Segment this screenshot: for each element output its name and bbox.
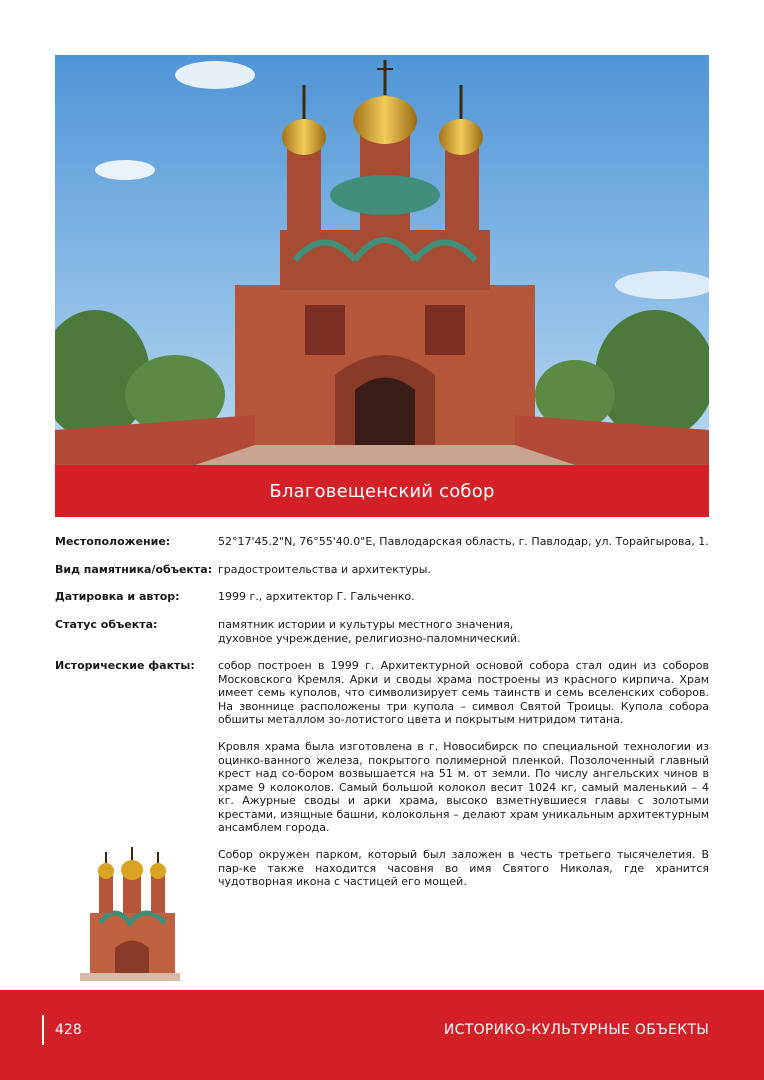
history-paragraph: Собор окружен парком, который был заложен в честь третьего тысячелетия. В пар-ке также находится часовня во имя Святого Николая, где хранится чудотворная икона с частицей его мощей.	[218, 848, 709, 888]
fact-row-status	[55, 618, 709, 645]
history-paragraph: Кровля храма была изготовлена в г. Новосибирск по специальной технологии из оцинко-ванного железа, покрытого полимерной пленкой. Позолоченный главный крест над со-бором возвышается на 51 м. от земли. По числу ангельских чинов в храме 9 колоколов. Самый большой колокол весит 1024 кг, самый маленький – 4 кг. Ажурные своды и арки храма, высоко взметнувшиеся главы с золотыми крестами, изящные башни, колокольня – делают храм уникальным архитектурным ансамблем города.	[218, 740, 709, 834]
fact-label: Местоположение:	[55, 535, 171, 548]
status-line: духовное учреждение, религиозно-паломнический.	[218, 631, 521, 645]
fact-value: 52°17'45.2"N, 76°55'40.0"E, Павлодарская область, г. Павлодар, ул. Торайгырова, 1.	[218, 535, 709, 548]
fact-value: градостроительства и архитектуры.	[218, 563, 431, 576]
page-title: Благовещенский собор	[269, 480, 495, 502]
fact-label: Датировка и автор:	[55, 590, 180, 603]
fact-row-location	[55, 535, 709, 549]
title-band	[55, 465, 709, 517]
fact-row-type	[55, 563, 709, 577]
page-number: 428	[55, 1022, 82, 1038]
fact-value: 1999 г., архитектор Г. Гальченко.	[218, 590, 415, 603]
fact-row-dating	[55, 590, 709, 604]
section-title: ИСТОРИКО-КУЛЬТУРНЫЕ ОБЪЕКТЫ	[443, 1022, 709, 1038]
fact-label: Вид памятника/объекта:	[55, 563, 213, 576]
history-paragraph: собор построен в 1999 г. Архитектурной основой собора стал один из соборов Московского Кремля. Арки и своды храма построены из красного кирпича. Храм имеет семь куполов, что символизирует семь таинств и семь вселенских соборов. На звоннице расположены три купола – символ Святой Троицы. Купола собора обшиты металлом зо-лотистого цвета и покрытым нитридом титана.	[218, 659, 709, 726]
status-line: памятник истории и культуры местного значения,	[218, 618, 514, 631]
fact-value	[218, 618, 709, 645]
cathedral-photo	[55, 55, 709, 465]
footer	[0, 990, 764, 1080]
fact-label: Исторические факты:	[55, 659, 195, 672]
fact-value	[218, 659, 709, 889]
cathedral-drawing	[75, 843, 185, 983]
fact-label: Статус объекта:	[55, 618, 158, 631]
footer-divider	[42, 1015, 44, 1045]
